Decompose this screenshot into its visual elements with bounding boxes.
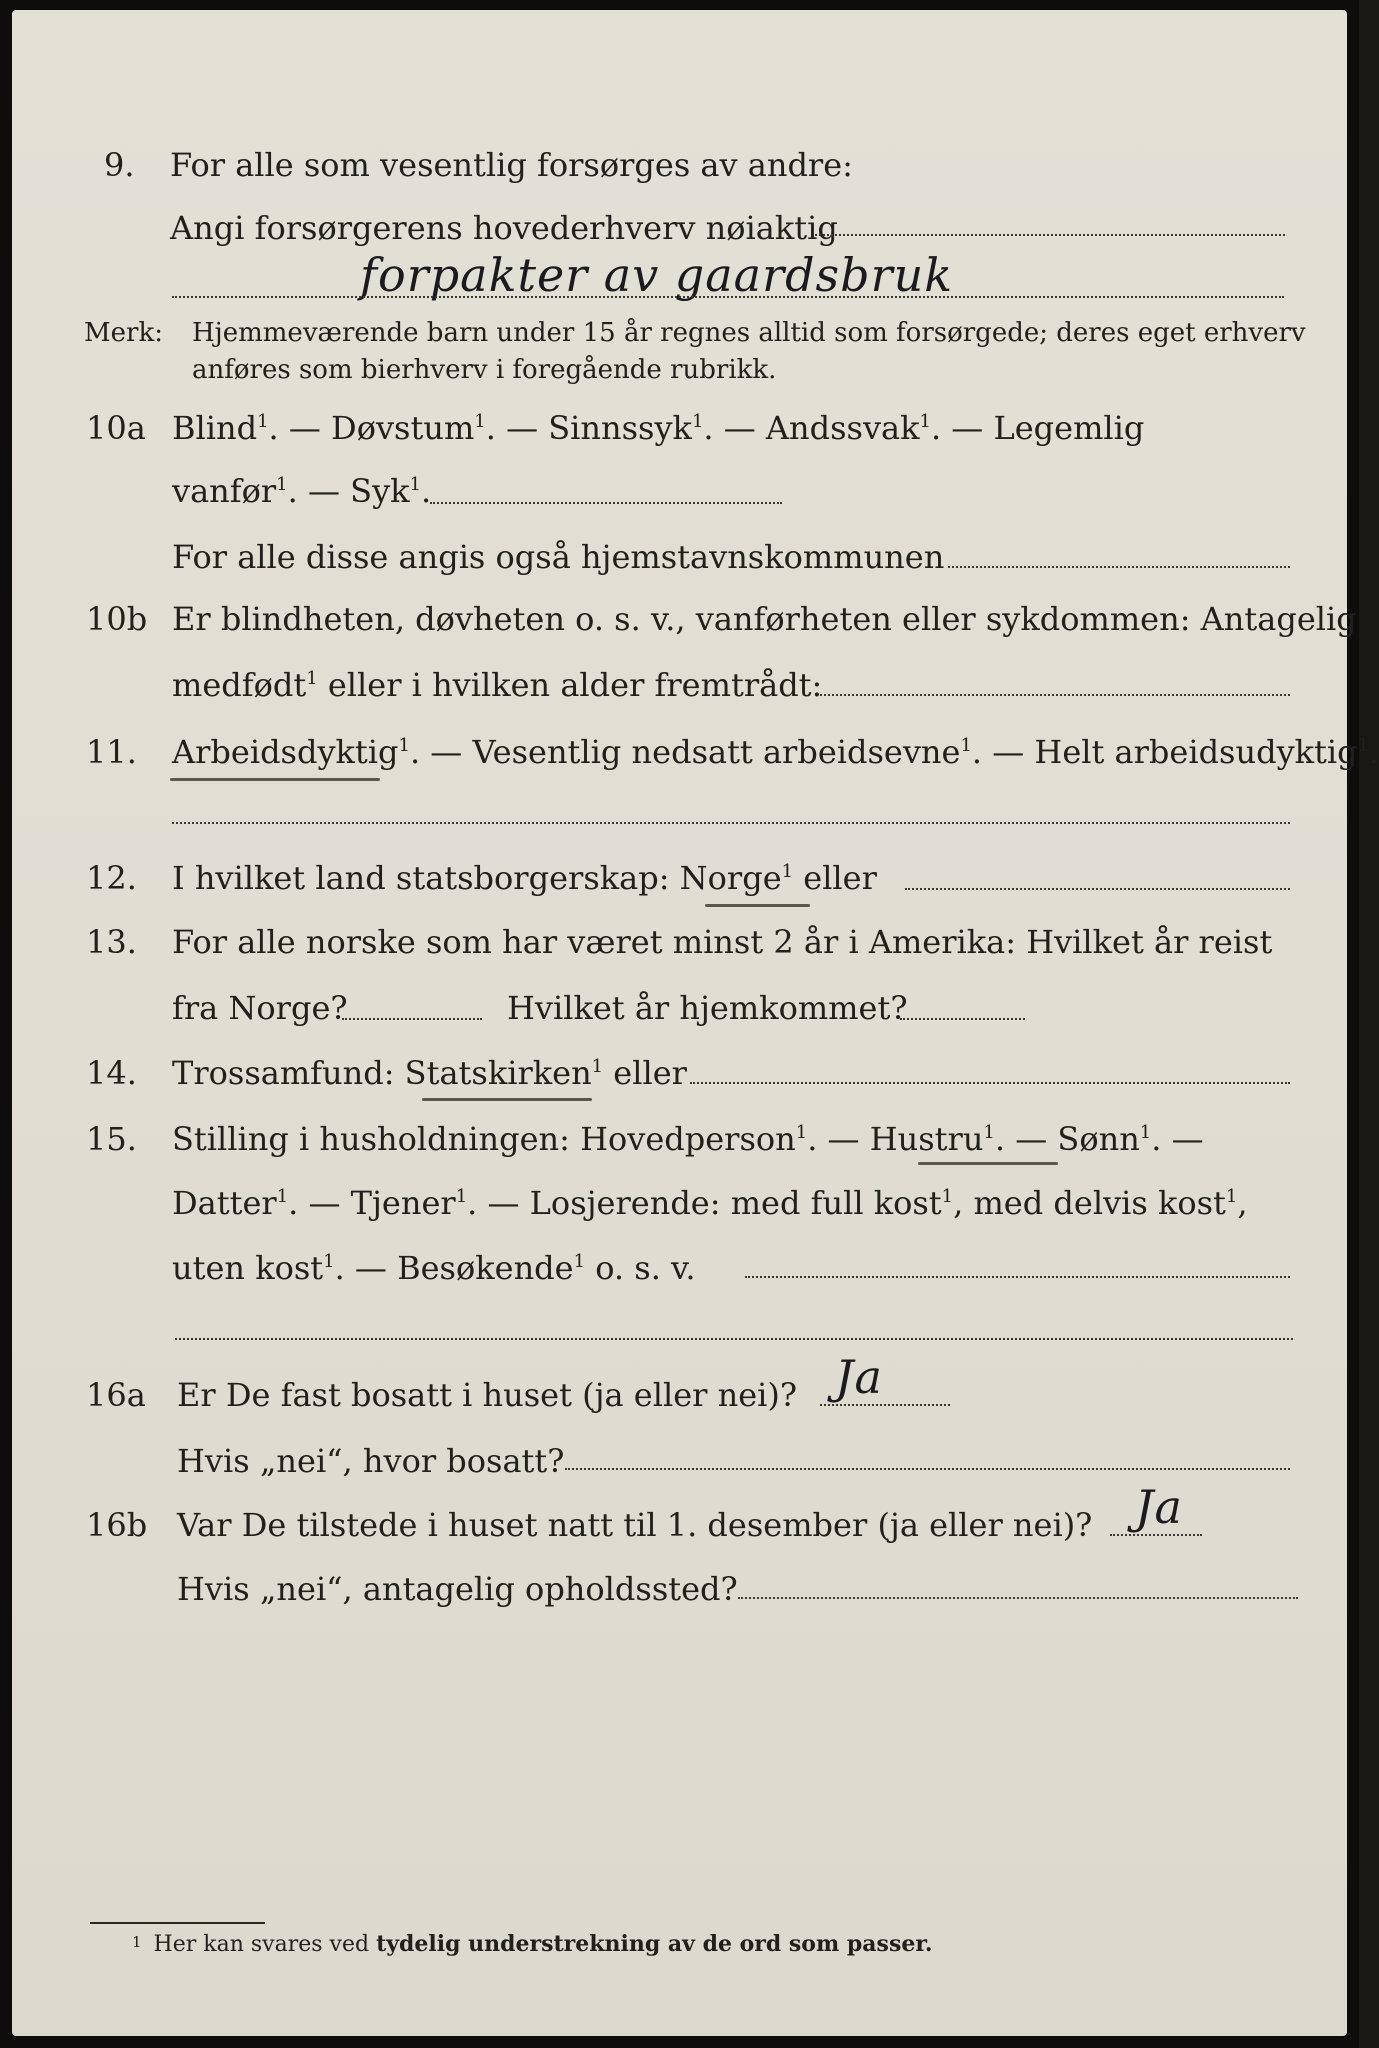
q14-line: Trossamfund: Statskirken$^1$ eller [172, 1054, 687, 1092]
q15-extra-line [175, 1338, 1293, 1340]
q15-row-1 [0, 1114, 1359, 1164]
q15-number: 15. [86, 1120, 137, 1158]
footnote-text-bold: tydelig understrekning av de ord som passer. [376, 1931, 933, 1957]
q15-underline-hustru [918, 1162, 1058, 1165]
q11-underline-arbeidsdyktig [170, 778, 380, 781]
q10b-alder-line [820, 694, 1290, 696]
q15-row-2 [0, 1178, 1359, 1228]
q11-line: Arbeidsdyktig$^1$. — Vesentlig nedsatt arbeidsevne$^1$. — Helt arbeidsudyktig$^1$. [172, 733, 1379, 771]
q11-extra-line [172, 822, 1290, 824]
q10a-row-3 [0, 532, 1359, 582]
q14-underline-statskirken [422, 1098, 592, 1101]
q13-hjemkommet-line [900, 1018, 1025, 1020]
q10a-row-1 [0, 403, 1359, 453]
q16b-opholdssted-line [738, 1597, 1298, 1599]
merk-line-1: Hjemmeværende barn under 15 år regnes alltid som forsørgede; deres eget erhverv [192, 318, 1306, 348]
q9-line-2: Angi forsørgerens hovederhverv nøiaktig [170, 209, 838, 247]
q16b-row-2 [0, 1564, 1359, 1614]
q9-handwritten-answer: forpakter av gaardsbruk [360, 248, 954, 302]
q16b-line-2: Hvis „nei“, antagelig opholdssted? [177, 1570, 738, 1608]
q10b-row-1 [0, 594, 1359, 644]
q9-answer-line [172, 296, 1284, 298]
q13-reist-line [342, 1018, 482, 1020]
q15-row-3 [0, 1243, 1359, 1293]
q10a-number: 10a [86, 409, 146, 447]
q11-row [0, 727, 1379, 777]
q13-row-1 [0, 917, 1359, 967]
q10a-line-2: vanfør$^1$. — Syk$^1$. [172, 472, 432, 510]
q12-number: 12. [86, 859, 137, 897]
q10a-line-1: Blind$^1$. — Døvstum$^1$. — Sinnssyk$^1$. — Andssvak$^1$. — Legemlig [172, 409, 1145, 447]
q9-row-1 [0, 140, 1359, 190]
q13-line-2a: fra Norge? [172, 989, 348, 1027]
q16a-line-2: Hvis „nei“, hvor bosatt? [177, 1442, 565, 1480]
q15-line-3: uten kost$^1$. — Besøkende$^1$ o. s. v. [172, 1249, 696, 1287]
q10b-line-1: Er blindheten, døvheten o. s. v., vanførheten eller sykdommen: Antagelig [172, 600, 1357, 638]
q15-osv-line [745, 1276, 1290, 1278]
q13-number: 13. [86, 923, 137, 961]
merk-line-2: anføres som bierhverv i foregående rubrikk. [192, 355, 777, 385]
q11-number: 11. [86, 733, 137, 771]
footnote-text-plain: Her kan svares ved [153, 1932, 377, 1957]
q16a-line-1: Er De fast bosatt i huset (ja eller nei)? [177, 1376, 798, 1414]
q10b-row-2 [0, 660, 1359, 710]
q12-row [0, 853, 1359, 903]
q12-line: I hvilket land statsborgerskap: Norge$^1$ eller [172, 859, 877, 897]
q16b-number: 16b [86, 1506, 148, 1544]
q16a-answer-line [820, 1404, 950, 1406]
q15-line-1: Stilling i husholdningen: Hovedperson$^1$. — Hustru$^1$. — Sønn$^1$. — [172, 1120, 1204, 1158]
q14-trossamfund-line [690, 1082, 1290, 1084]
q14-number: 14. [86, 1054, 137, 1092]
q10a-syk-line [430, 502, 782, 504]
q16b-answer-line [1110, 1534, 1202, 1536]
q10a-row-2 [0, 466, 1359, 516]
q16a-row-1 [0, 1370, 1359, 1420]
q16b-line-1: Var De tilstede i huset natt til 1. desember (ja eller nei)? [177, 1506, 1093, 1544]
footnote-mark: 1 [132, 1933, 142, 1951]
q10b-line-2: medfødt$^1$ eller i hvilken alder fremtrådt: [172, 666, 823, 704]
q10a-kommune-line [948, 566, 1290, 568]
q9-number: 9. [104, 146, 135, 184]
q12-land-line [905, 888, 1290, 890]
q15-line-2: Datter$^1$. — Tjener$^1$. — Losjerende: med full kost$^1$, med delvis kost$^1$, [172, 1184, 1248, 1222]
q13-row-2 [0, 983, 1359, 1033]
merk-row-2 [0, 345, 1359, 395]
merk-label: Merk: [84, 318, 163, 348]
q13-line-1: For alle norske som har været minst 2 år i Amerika: Hvilket år reist [172, 923, 1273, 961]
q16a-row-2 [0, 1436, 1359, 1486]
q13-line-2b: Hvilket år hjemkommet? [507, 989, 908, 1027]
q16b-handwritten-answer: Ja [1135, 1480, 1183, 1534]
q16a-bosatt-line [565, 1468, 1290, 1470]
q10b-number: 10b [86, 600, 148, 638]
q9-dotted-line [815, 234, 1285, 236]
q14-row [0, 1048, 1359, 1098]
q12-underline-norge [705, 904, 810, 907]
q16a-handwritten-answer: Ja [835, 1350, 883, 1404]
footnote-rule [90, 1922, 265, 1924]
q9-line-1: For alle som vesentlig forsørges av andre: [170, 146, 853, 184]
footnote [132, 1927, 933, 1960]
q9-row-2 [0, 203, 1359, 253]
q16a-number: 16a [86, 1376, 146, 1414]
q10a-line-3: For alle disse angis også hjemstavnskommunen [172, 538, 945, 576]
